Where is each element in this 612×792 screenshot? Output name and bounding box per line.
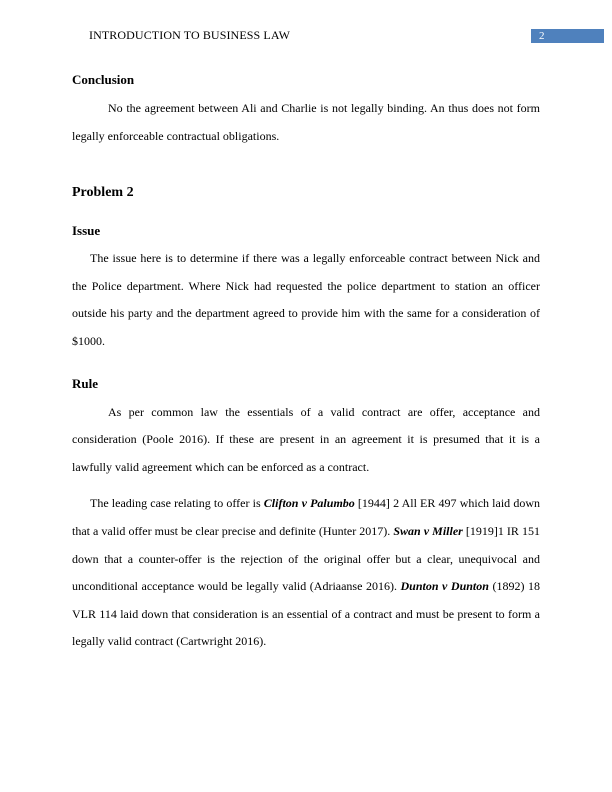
running-head: INTRODUCTION TO BUSINESS LAW (89, 28, 291, 42)
cases-paragraph (72, 490, 540, 656)
conclusion-heading: Conclusion (72, 72, 135, 87)
rule-heading: Rule (72, 375, 98, 391)
problem-heading: Problem 2 (72, 185, 134, 201)
cases-intro-text: The leading case relating to offer is (90, 496, 264, 511)
issue-heading: Issue (72, 223, 101, 239)
case-name-swan: Swan v Miller (393, 523, 463, 538)
document-body (72, 60, 540, 656)
case-name-dunton: Dunton v Dunton (400, 579, 489, 594)
issue-paragraph: The issue here is to determine if there was a legally enforceable contract between Nick and the Police department. Where Nick had requested the police department to station an officer outside his party and the department agreed to provide him with the same for a consideration of $1000. (72, 251, 540, 348)
page-number: 2 (531, 29, 604, 43)
cases-text-1: [1944] 2 All ER 497 which laid down that a valid offer must be clear precise and definite (Hunter 2017). (72, 496, 540, 538)
case-name-clifton: Clifton v Palumbo (263, 496, 355, 511)
conclusion-paragraph: No the agreement between Ali and Charlie is not legally binding. An thus does not form legally enforceable contractual obligations. (72, 101, 540, 143)
cases-text-2: [1919]1 IR 151 down that a counter-offer is the rejection of the original offer but a clear, unequivocal and unconditional acceptance would be legally valid (Adriaanse 2016). (72, 523, 540, 594)
rule-paragraph: As per common law the essentials of a valid contract are offer, acceptance and consideration (Poole 2016). If these are present in an agreement it is presumed that it is a lawfully valid agreement which can be enforced as a contract. (72, 404, 540, 474)
cases-text-3: (1892) 18 VLR 114 laid down that consideration is an essential of a contract and must be present to form a legally valid contract (Cartwright 2016). (72, 579, 540, 649)
